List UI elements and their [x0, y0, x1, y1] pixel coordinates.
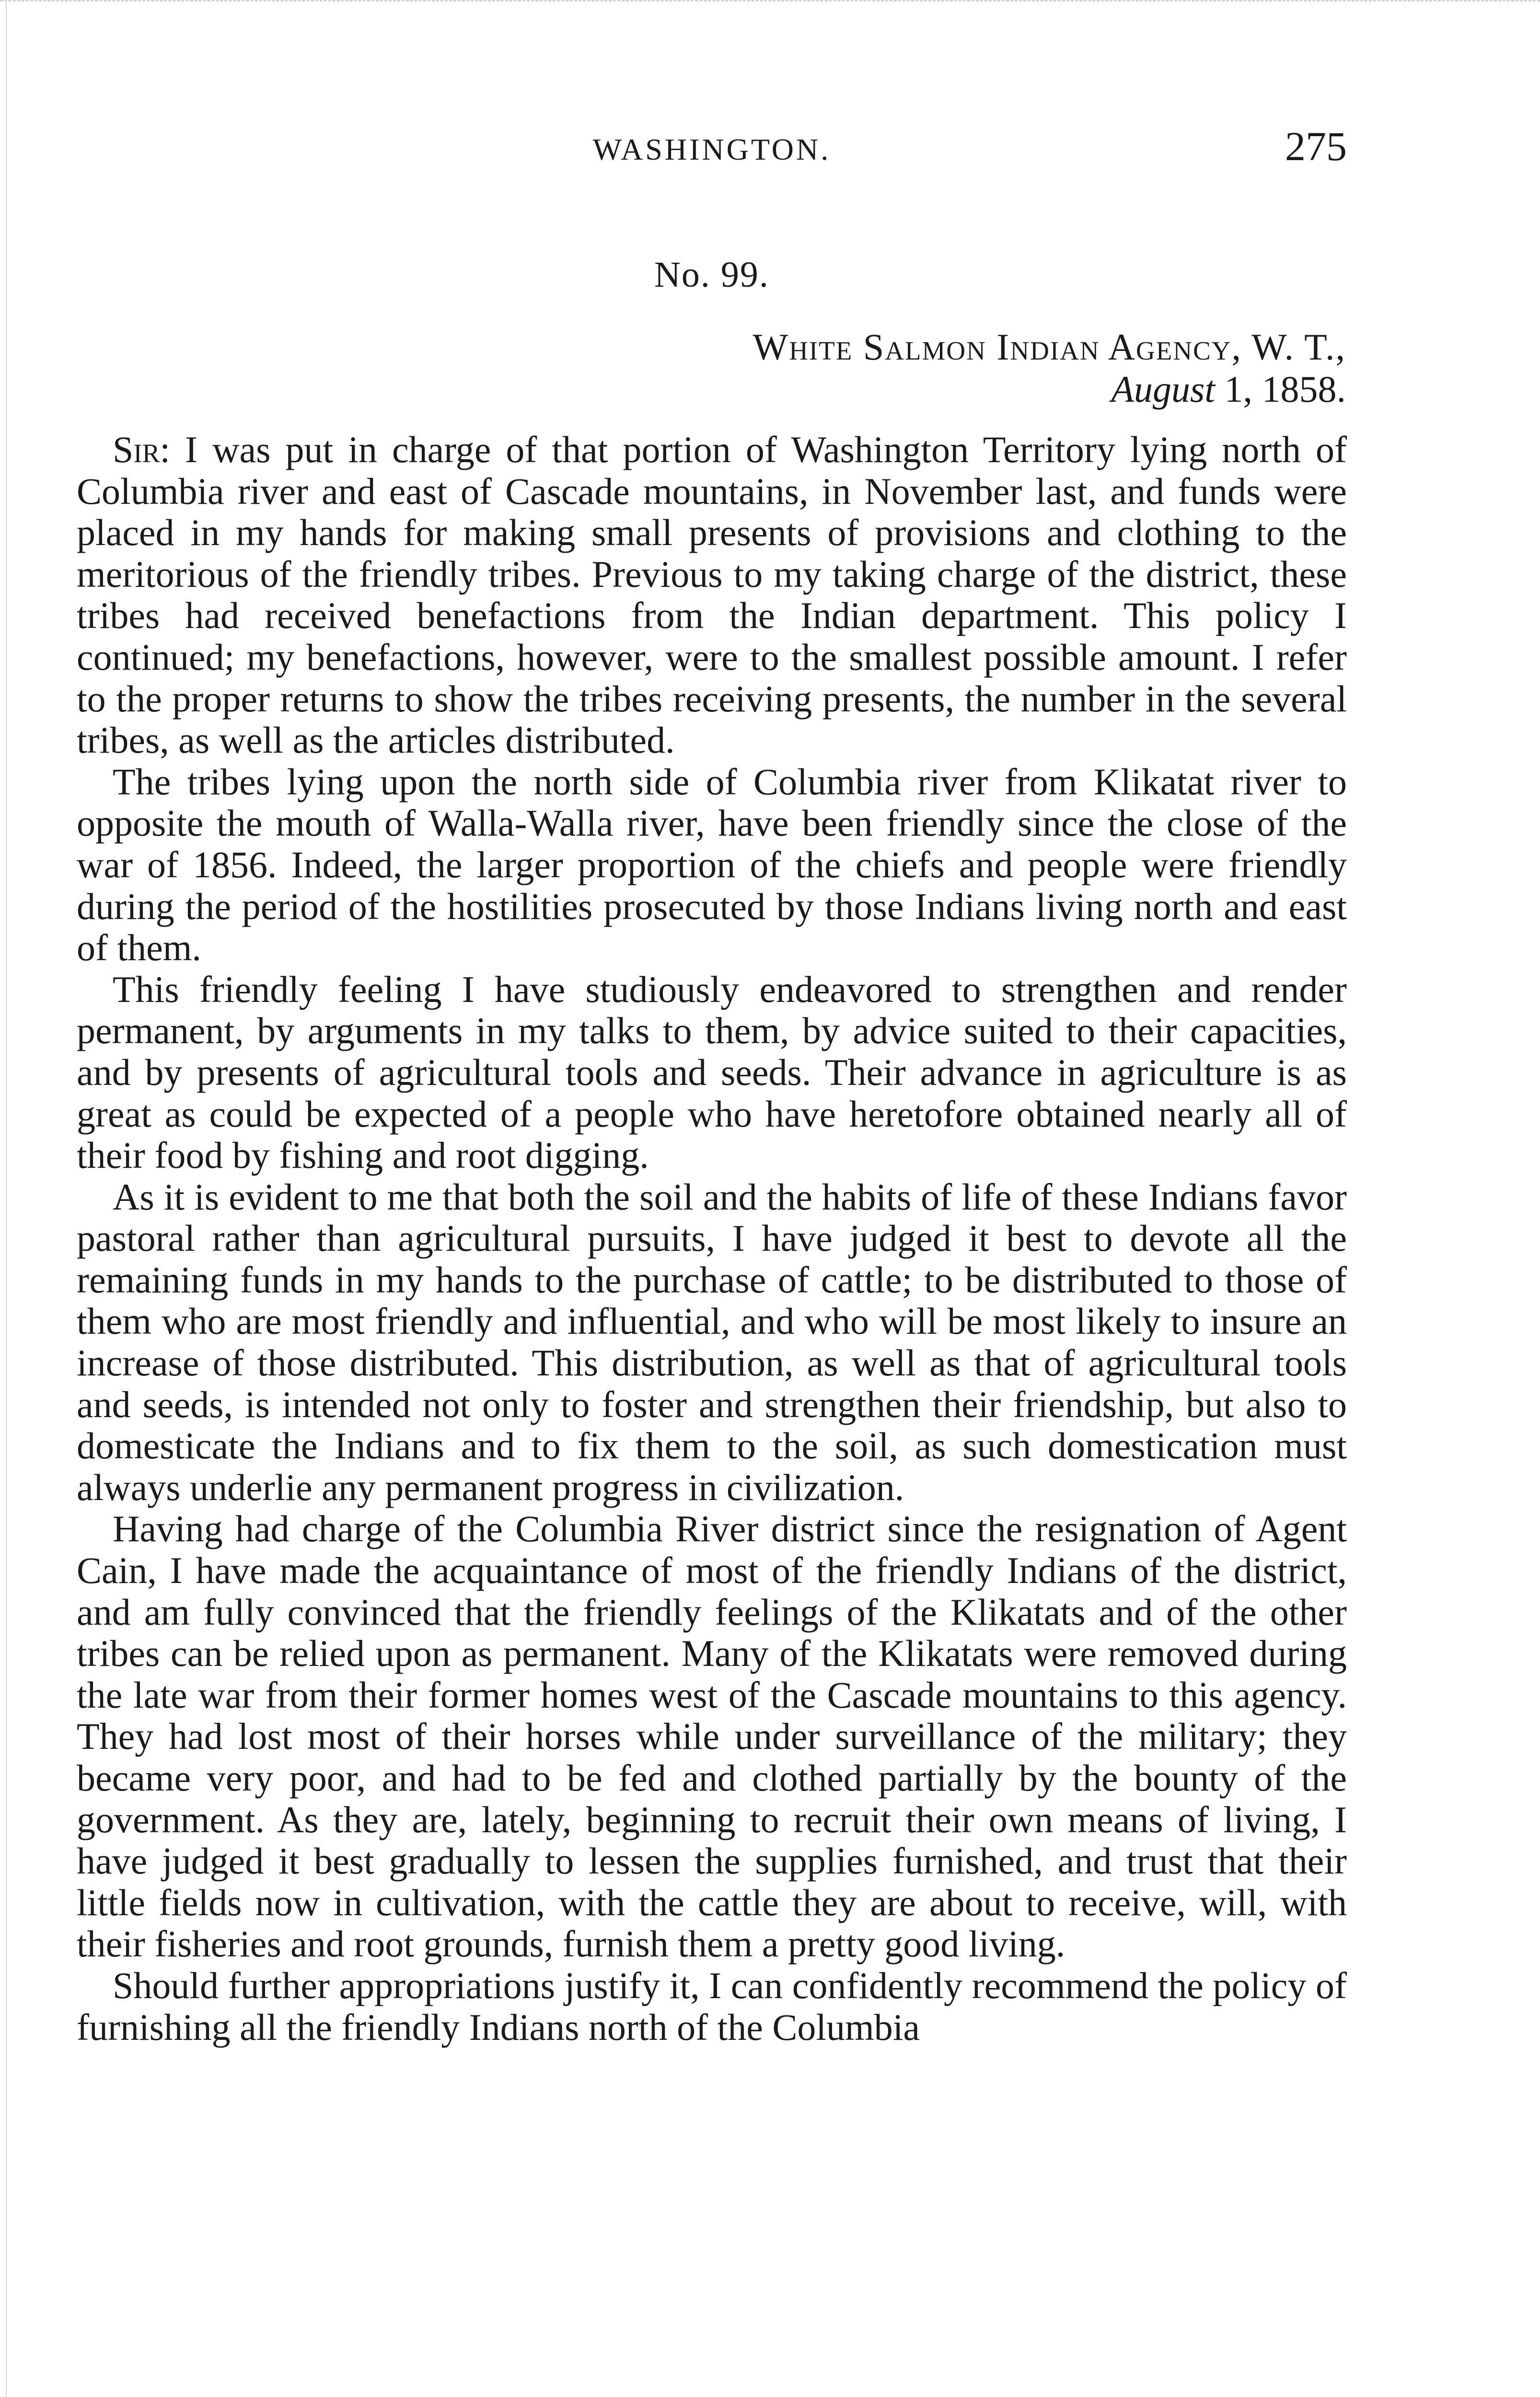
running-title: WASHINGTON.: [592, 132, 831, 166]
paragraph-5: Having had charge of the Columbia River district since the resignation of Agent Cain, I have made the acquaintance of most of the friendly Indians of the district, and am fully convinced that the friendly feelings of the Klikatats and of the other tribes can be relied upon as permanent. Many of the Klikatats were removed during the late war from their former homes west of the Cascade mountains to this agency. They had lost most of their horses while under surveillance of the military; they became very poor, and had to be fed and clothed partially by the bounty of the government. As they are, lately, beginning to recruit their own means of living, I have judged it best gradually to lessen the supplies furnished, and trust that their little fields now in cultivation, with the cattle they are about to receive, will, with their fisheries and root grounds, furnish them a pretty good living.: [77, 1508, 1347, 1965]
paragraph-2: The tribes lying upon the north side of Columbia river from Klikatat river to opposite the mouth of Walla-Walla river, have been friendly since the close of the war of 1856. Indeed, the larger proportion of the chiefs and people were friendly during the period of the hostilities prosecuted by those Indians living north and east of them.: [77, 760, 1347, 969]
page-number: 275: [1285, 123, 1347, 169]
document-number: No. 99.: [654, 255, 769, 295]
date-month: August: [1111, 368, 1215, 410]
paragraph-1: [77, 429, 1347, 761]
paragraph-3: This friendly feeling I have studiously endeavored to strengthen and render permanent, by arguments in my talks to them, by advice suited to their capacities, and by presents of agricultural tools and seeds. Their advance in agriculture is as great as could be expected of a people who have heretofore obtained nearly all of their food by fishing and root digging.: [77, 968, 1347, 1176]
paragraph-6: Should further appropriations justify it, I can confidently recommend the policy of furnishing all the friendly Indians north of the Columbia: [77, 1964, 1347, 2048]
paragraph-1-text: : I was put in charge of that portion of Washington Territory lying north of Columbia river and east of Cascade mountains, in November last, and funds were placed in my hands for making small presents of provisions and clothing to the meritorious of the friendly tribes. Previous to my taking charge of the district, these tribes had received benefactions from the Indian department. This policy I continued; my benefactions, however, were to the smallest possible amount. I refer to the proper returns to show the tribes receiving presents, the number in the several tribes, as well as the articles distributed.: [77, 429, 1347, 761]
scan-edge-top: [0, 0, 1540, 6]
agency-name: White Salmon Indian Agency, W. T.,: [753, 326, 1346, 368]
scan-edge-left: [6, 0, 7, 2397]
letter-body: [77, 429, 1347, 2048]
paragraph-4: As it is evident to me that both the soil and the habits of life of these Indians favor pastoral rather than agricultural pursuits, I have judged it best to devote all the remaining funds in my hands to the purchase of cattle; to be distributed to those of them who are most friendly and influential, and who will be most likely to insure an increase of those distributed. This distribution, as well as that of agricultural tools and seeds, is intended not only to foster and strengthen their friendship, but also to domesticate the Indians and to fix them to the soil, as such domestication must always underlie any permanent progress in civilization.: [77, 1175, 1347, 1508]
date-day-year: 1, 1858.: [1215, 368, 1346, 410]
dateline: [753, 326, 1346, 410]
salutation: Sir: [113, 429, 160, 470]
letter-date: [753, 368, 1346, 410]
running-head: [77, 122, 1347, 170]
